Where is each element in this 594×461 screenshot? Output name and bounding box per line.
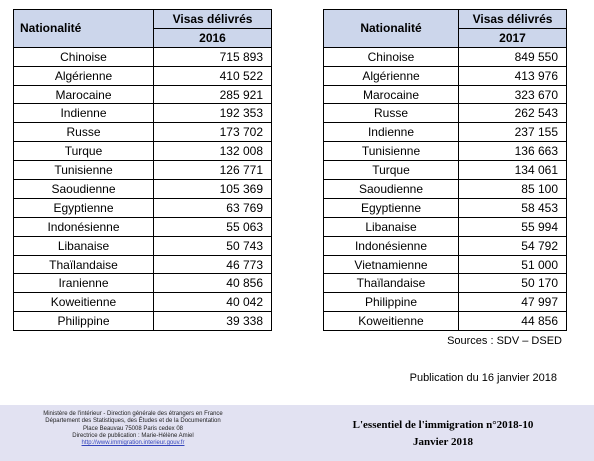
header-year: 2017 bbox=[459, 28, 567, 47]
footer bbox=[0, 405, 594, 461]
nationality-cell: Libanaise bbox=[14, 236, 154, 255]
table-row bbox=[14, 217, 272, 236]
publication-month: Janvier 2018 bbox=[413, 436, 473, 448]
header-nationality: Nationalité bbox=[14, 10, 154, 48]
nationality-cell: Indonésienne bbox=[14, 217, 154, 236]
table-row bbox=[324, 123, 567, 142]
table-row bbox=[14, 255, 272, 274]
table-row bbox=[324, 180, 567, 199]
nationality-cell: Chinoise bbox=[324, 47, 459, 66]
footer-line: Directrice de publication : Marie-Hélène Amiel bbox=[72, 432, 194, 439]
nationality-cell: Marocaine bbox=[14, 85, 154, 104]
visa-count-cell: 715 893 bbox=[154, 47, 272, 66]
nationality-cell: Algérienne bbox=[14, 66, 154, 85]
table-row bbox=[324, 104, 567, 123]
table-row bbox=[14, 236, 272, 255]
sources-note: Sources : SDV – DSED bbox=[447, 335, 562, 347]
table-row bbox=[14, 161, 272, 180]
nationality-cell: Iranienne bbox=[14, 274, 154, 293]
visa-count-cell: 237 155 bbox=[459, 123, 567, 142]
table-row bbox=[14, 274, 272, 293]
nationality-cell: Indienne bbox=[324, 123, 459, 142]
nationality-cell: Koweitienne bbox=[14, 293, 154, 312]
table-row bbox=[14, 123, 272, 142]
visa-count-cell: 410 522 bbox=[154, 66, 272, 85]
visa-count-cell: 50 743 bbox=[154, 236, 272, 255]
visa-count-cell: 132 008 bbox=[154, 142, 272, 161]
nationality-cell: Egyptienne bbox=[14, 198, 154, 217]
table-row bbox=[14, 293, 272, 312]
table-row bbox=[14, 47, 272, 66]
nationality-cell: Indienne bbox=[14, 104, 154, 123]
table-row bbox=[14, 85, 272, 104]
publication-series-title: L'essentiel de l'immigration n°2018-10 bbox=[352, 419, 534, 431]
nationality-cell: Turque bbox=[324, 161, 459, 180]
visa-count-cell: 105 369 bbox=[154, 180, 272, 199]
table-row bbox=[14, 312, 272, 331]
visa-count-cell: 136 663 bbox=[459, 142, 567, 161]
visa-count-cell: 134 061 bbox=[459, 161, 567, 180]
table-row bbox=[324, 142, 567, 161]
nationality-cell: Thaïlandaise bbox=[14, 255, 154, 274]
visa-count-cell: 44 856 bbox=[459, 312, 567, 331]
table-row bbox=[324, 198, 567, 217]
visa-count-cell: 54 792 bbox=[459, 236, 567, 255]
footer-line: Ministère de l'intérieur - Direction générale des étrangers en France bbox=[43, 411, 223, 417]
footer-publication-title bbox=[318, 417, 568, 451]
visa-count-cell: 40 856 bbox=[154, 274, 272, 293]
visa-count-cell: 39 338 bbox=[154, 312, 272, 331]
visa-count-cell: 413 976 bbox=[459, 66, 567, 85]
visa-count-cell: 262 543 bbox=[459, 104, 567, 123]
nationality-cell: Tunisienne bbox=[324, 142, 459, 161]
visa-count-cell: 126 771 bbox=[154, 161, 272, 180]
table-row bbox=[324, 312, 567, 331]
table-row bbox=[324, 217, 567, 236]
visa-count-cell: 40 042 bbox=[154, 293, 272, 312]
nationality-cell: Algérienne bbox=[324, 66, 459, 85]
visa-count-cell: 63 769 bbox=[154, 198, 272, 217]
table-row bbox=[324, 236, 567, 255]
visa-table-2016 bbox=[13, 9, 272, 331]
visa-count-cell: 85 100 bbox=[459, 180, 567, 199]
table-row bbox=[324, 66, 567, 85]
footer-publisher-info bbox=[8, 411, 258, 447]
table-row bbox=[324, 161, 567, 180]
nationality-cell: Libanaise bbox=[324, 217, 459, 236]
visa-table-2017 bbox=[323, 9, 567, 331]
table-row bbox=[324, 293, 567, 312]
footer-line: Place Beauvau 75008 Paris cedex 08 bbox=[82, 425, 184, 432]
table-row bbox=[324, 255, 567, 274]
table-row bbox=[14, 198, 272, 217]
visa-count-cell: 46 773 bbox=[154, 255, 272, 274]
table-row bbox=[14, 180, 272, 199]
visa-count-cell: 47 997 bbox=[459, 293, 567, 312]
visa-count-cell: 58 453 bbox=[459, 198, 567, 217]
nationality-cell: Tunisienne bbox=[14, 161, 154, 180]
visa-count-cell: 192 353 bbox=[154, 104, 272, 123]
table-row bbox=[14, 142, 272, 161]
nationality-cell: Marocaine bbox=[324, 85, 459, 104]
publication-date: Publication du 16 janvier 2018 bbox=[409, 372, 557, 384]
visa-count-cell: 849 550 bbox=[459, 47, 567, 66]
visa-count-cell: 173 702 bbox=[154, 123, 272, 142]
visa-count-cell: 51 000 bbox=[459, 255, 567, 274]
table-row bbox=[14, 66, 272, 85]
nationality-cell: Indonésienne bbox=[324, 236, 459, 255]
visa-count-cell: 55 994 bbox=[459, 217, 567, 236]
nationality-cell: Chinoise bbox=[14, 47, 154, 66]
table-row bbox=[324, 85, 567, 104]
table-row bbox=[324, 274, 567, 293]
nationality-cell: Russe bbox=[14, 123, 154, 142]
nationality-cell: Russe bbox=[324, 104, 459, 123]
footer-website-link[interactable]: http://www.immigration.interieur.gouv.fr bbox=[81, 440, 185, 447]
visa-count-cell: 50 170 bbox=[459, 274, 567, 293]
visa-count-cell: 55 063 bbox=[154, 217, 272, 236]
nationality-cell: Turque bbox=[14, 142, 154, 161]
table-row bbox=[324, 47, 567, 66]
footer-line: Département des Statistiques, des Études et de la Documentation bbox=[45, 418, 221, 425]
visa-count-cell: 285 921 bbox=[154, 85, 272, 104]
nationality-cell: Egyptienne bbox=[324, 198, 459, 217]
table-row bbox=[14, 104, 272, 123]
nationality-cell: Thaïlandaise bbox=[324, 274, 459, 293]
visa-count-cell: 323 670 bbox=[459, 85, 567, 104]
header-year: 2016 bbox=[154, 28, 272, 47]
nationality-cell: Vietnamienne bbox=[324, 255, 459, 274]
nationality-cell: Saoudienne bbox=[14, 180, 154, 199]
header-visas: Visas délivrés bbox=[154, 10, 272, 29]
nationality-cell: Philippine bbox=[14, 312, 154, 331]
nationality-cell: Saoudienne bbox=[324, 180, 459, 199]
nationality-cell: Philippine bbox=[324, 293, 459, 312]
header-nationality: Nationalité bbox=[324, 10, 459, 48]
header-visas: Visas délivrés bbox=[459, 10, 567, 29]
nationality-cell: Koweitienne bbox=[324, 312, 459, 331]
